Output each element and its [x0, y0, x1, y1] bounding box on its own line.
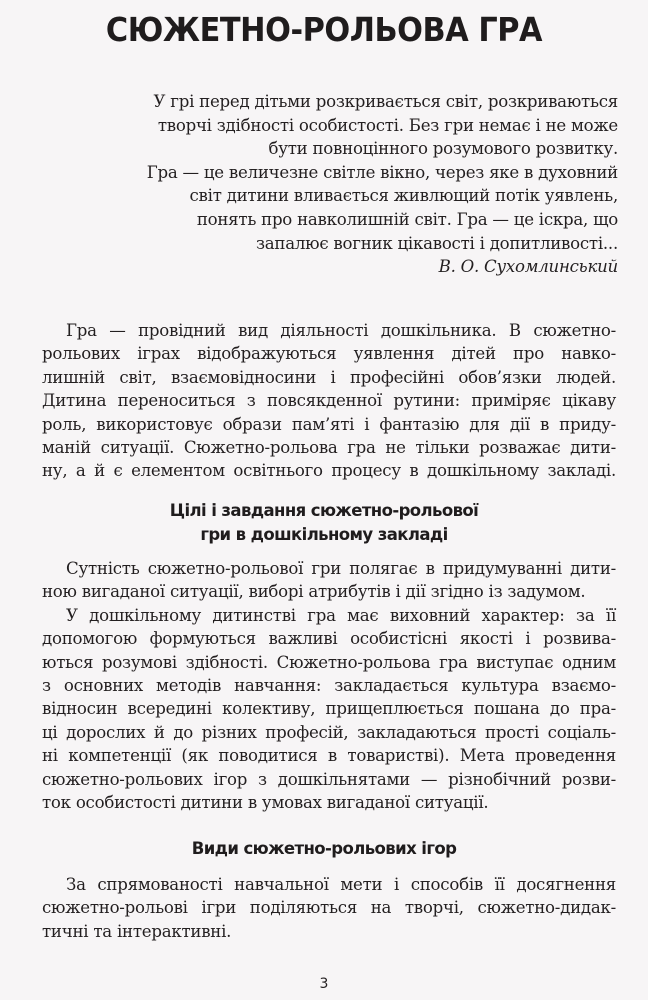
epigraph-line: бути повноцінного розумового розвитку.: [268, 139, 618, 159]
epigraph: [96, 90, 618, 279]
text-line: маній ситуації. Сюжетно-рольова гра не тільки розважає дити-: [42, 438, 616, 458]
heading-line: Види сюжетно-рольових ігор: [191, 839, 457, 858]
text-line: Дитина переноситься з повсякденної рутини: приміряє цікаву: [42, 391, 616, 411]
epigraph-line: У грі перед дітьми розкривається світ, розкриваються: [153, 92, 618, 111]
text-line: За спрямованості навчальної мети і способів її досягнення: [66, 875, 616, 894]
text-line: ні компетенції (як поводитися в товаристві). Мета проведення: [42, 746, 616, 766]
text-line: відносин всередині колективу, прищеплюється пошана до пра-: [42, 699, 616, 719]
text-line: ну, а й є елементом освітнього процесу в дошкільному закладі.: [42, 461, 616, 481]
text-line: Сутність сюжетно-рольової гри полягає в придумуванні дити-: [66, 559, 616, 578]
goals-paragraphs: [42, 557, 616, 814]
text-line: роль, використовує образи пам’яті і фантазію для дії в приду-: [42, 414, 616, 434]
types-paragraph: [42, 873, 616, 943]
text-line: рольових іграх відображуються уявлення дітей про навко-: [42, 344, 616, 364]
epigraph-author: В. О. Сухомлинський: [438, 257, 618, 277]
heading-line: Цілі і завдання сюжетно-рольової: [169, 501, 479, 520]
text-line: ток особистості дитини в умовах вигаданої ситуації.: [42, 793, 489, 813]
epigraph-line: понять про навколишній світ. Гра — це іскра, що: [196, 209, 618, 229]
text-line: допомогою формуються важливі особистісні якості і розвива-: [42, 629, 616, 649]
section-heading-types: [0, 837, 648, 861]
text-line: У дошкільному дитинстві гра має виховний характер: за її: [66, 605, 616, 625]
text-line: ються розумові здібності. Сюжетно-рольова гра виступає одним: [42, 652, 616, 672]
text-line: з основних методів навчання: закладається культура взаємо-: [42, 676, 616, 696]
page-title: СЮЖЕТНО-РОЛЬОВА ГРА: [105, 10, 543, 49]
text-line: сюжетно-рольові ігри поділяються на творчі, сюжетно-дидак-: [42, 898, 616, 918]
text-line: лишній світ, взаємовідносини і професійні обов’язки людей.: [42, 367, 616, 387]
epigraph-line: світ дитини вливається живлющий потік уявлень,: [189, 186, 618, 206]
section-heading-goals: [0, 499, 648, 547]
epigraph-line: Гра — це величезне світле вікно, через яке в духовний: [146, 162, 618, 182]
intro-paragraph: [42, 319, 616, 483]
epigraph-line: запалює вогник цікавості і допитливості...: [255, 233, 618, 253]
text-line: ною вигаданої ситуації, виборі атрибутів і дії згідно із задумом.: [42, 582, 586, 602]
page-number: 3: [319, 976, 329, 992]
epigraph-line: творчі здібності особистості. Без гри немає і не може: [157, 115, 618, 135]
text-line: Гра — провідний вид діяльності дошкільника. В сюжетно-: [66, 321, 616, 340]
heading-line: гри в дошкільному закладі: [200, 525, 448, 544]
text-line: ці дорослих й до різних професій, закладаються прості соціаль-: [42, 722, 616, 742]
text-line: сюжетно-рольових ігор з дошкільнятами — різнобічний розви-: [42, 769, 616, 789]
text-line: тичні та інтерактивні.: [42, 921, 232, 941]
